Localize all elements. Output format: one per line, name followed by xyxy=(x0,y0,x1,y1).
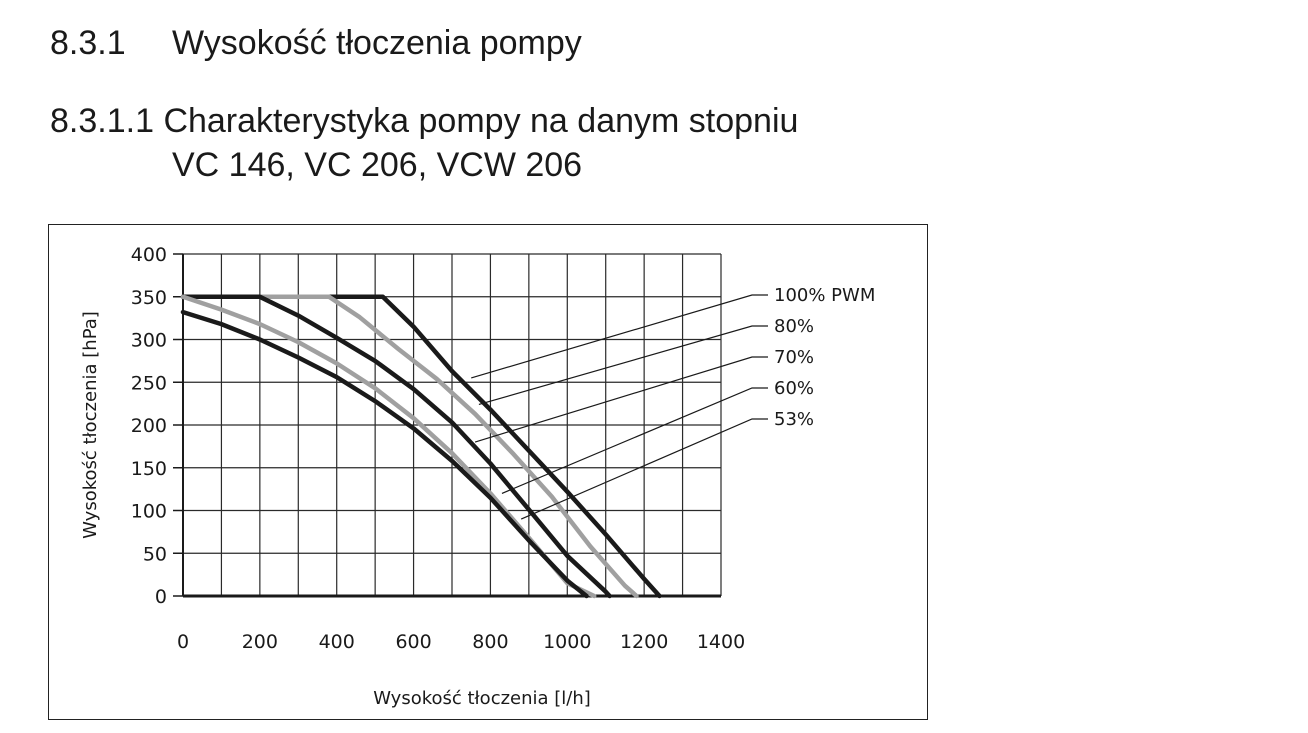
y-tick-label: 100 xyxy=(130,500,167,523)
section-heading xyxy=(50,24,582,63)
x-tick-label: 200 xyxy=(241,631,278,653)
x-tick-label: 800 xyxy=(472,631,509,653)
y-tick-label: 300 xyxy=(130,329,167,352)
series-line-1 xyxy=(183,297,660,596)
legend-label-1: 100% PWM xyxy=(774,285,876,306)
series-line-3 xyxy=(183,297,610,596)
subsection-title-line2: VC 146, VC 206, VCW 206 xyxy=(172,146,583,184)
y-tick-label: 400 xyxy=(130,244,167,266)
legend-label-3: 70% xyxy=(774,347,815,368)
section-number: 8.3.1 xyxy=(50,24,126,62)
x-tick-label: 600 xyxy=(395,631,432,653)
legend-label-2: 80% xyxy=(774,316,815,337)
subsection-title-line1: Charakterystyka pompy na danym stopniu xyxy=(163,102,799,140)
x-axis-label: Wysokość tłoczenia [l/h] xyxy=(373,688,591,709)
y-axis-label: Wysokość tłoczenia [hPa] xyxy=(80,311,101,539)
y-tick-label: 0 xyxy=(154,586,167,608)
x-tick-label: 1200 xyxy=(619,631,669,653)
y-tick-label: 150 xyxy=(130,457,167,480)
section-title: Wysokość tłoczenia pompy xyxy=(172,24,582,62)
legend-label-4: 60% xyxy=(774,378,815,399)
x-tick-label: 0 xyxy=(176,631,190,653)
series-line-2 xyxy=(183,297,637,596)
y-tick-label: 200 xyxy=(130,415,167,437)
subsection-number: 8.3.1.1 xyxy=(50,102,154,140)
pump-characteristic-chart xyxy=(49,225,926,718)
legend-label-5: 53% xyxy=(774,409,815,430)
y-tick-label: 250 xyxy=(130,372,167,395)
subsection-heading xyxy=(50,102,798,141)
x-tick-label: 1000 xyxy=(543,631,592,653)
y-tick-label: 50 xyxy=(142,543,167,566)
x-tick-label: 1400 xyxy=(696,631,746,653)
chart-frame xyxy=(48,224,928,720)
x-tick-label: 400 xyxy=(318,631,355,653)
legend-leader-line-4 xyxy=(502,388,768,493)
y-tick-label: 350 xyxy=(130,286,167,309)
